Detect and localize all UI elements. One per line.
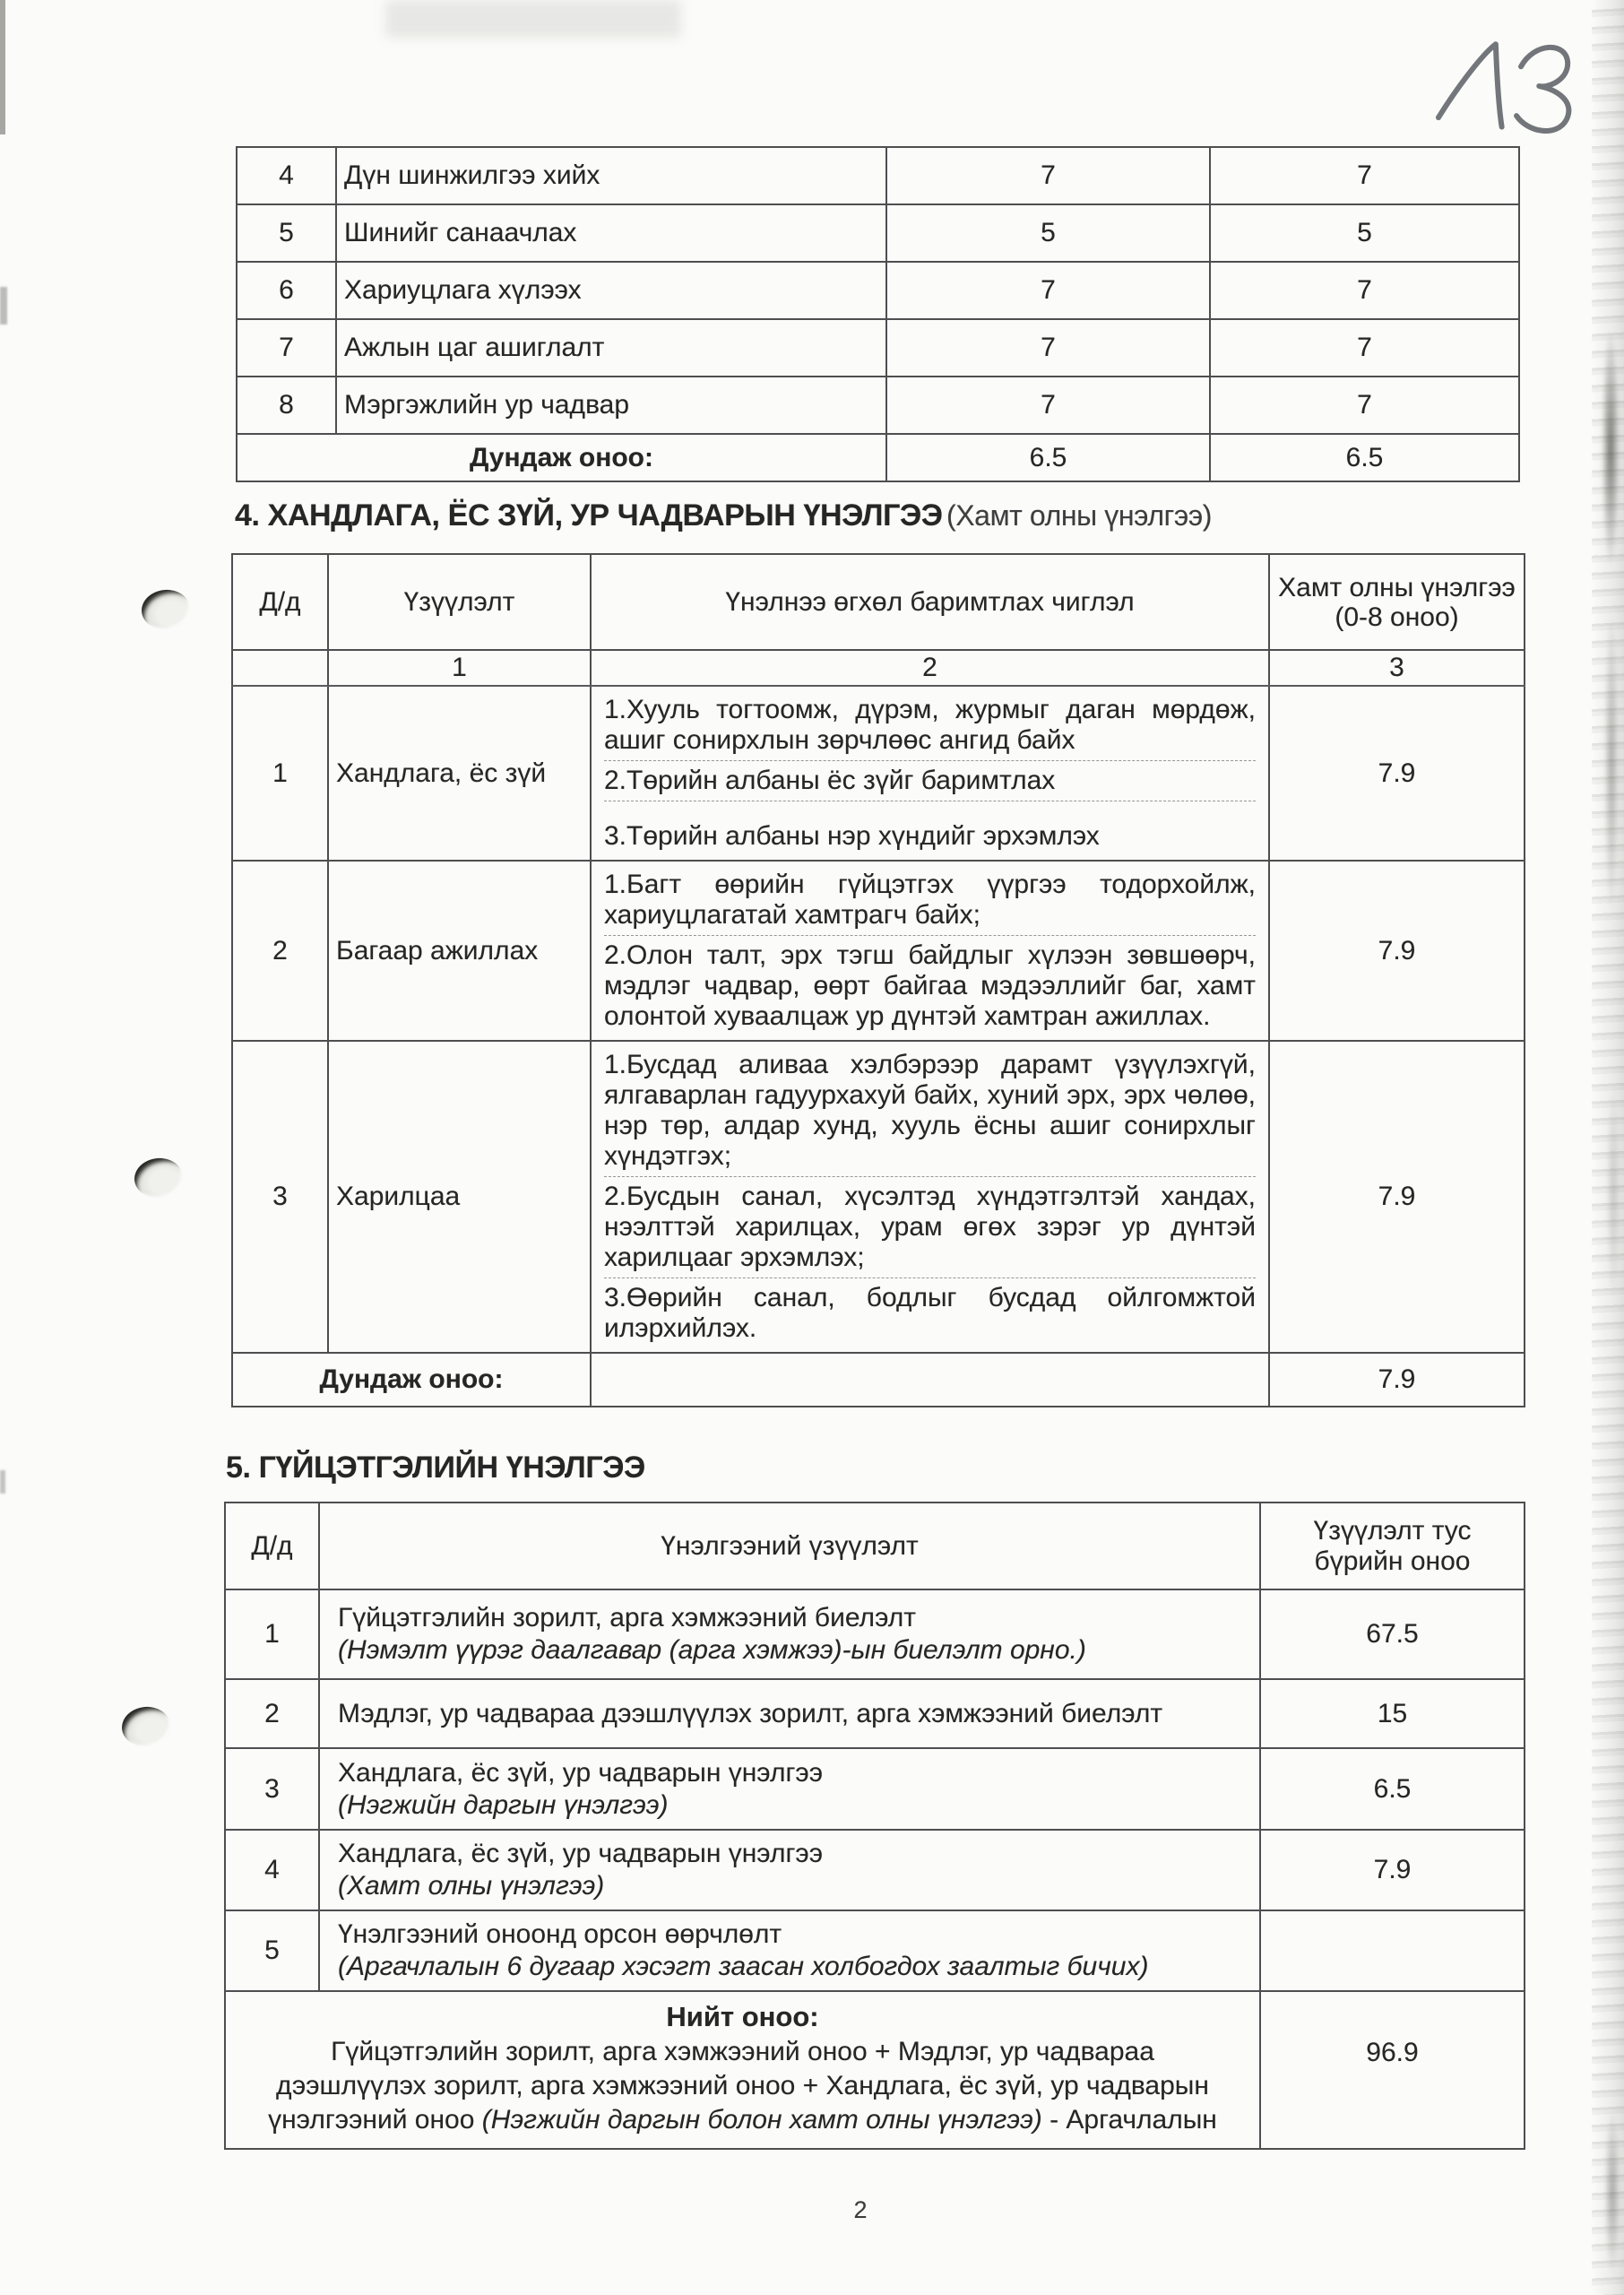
row-number: 2 <box>232 861 328 1041</box>
score-cell: 7.9 <box>1269 686 1525 861</box>
table-row <box>232 686 1525 861</box>
indicator-cell <box>319 1830 1260 1910</box>
table-row <box>225 1589 1525 1679</box>
row-number: 7 <box>237 319 336 377</box>
header-row <box>232 554 1525 650</box>
total-score-cell <box>225 1991 1260 2149</box>
table-row <box>237 319 1519 377</box>
row-number: 8 <box>237 377 336 434</box>
section-4-subtitle: (Хамт олны үнэлгээ) <box>946 499 1213 532</box>
section-5-heading <box>226 1451 645 1485</box>
col-header-direction: Үнэлнээ өгхөл баримтлах чиглэл <box>591 554 1269 650</box>
direction-item: 1.Бусдад аливаа хэлбэрээр дарамт үзүүлэхгүй, ялгаварлан гадуурхахуй байх, хуний эрх, эрх чөлөө, нэр төр, алдар хунд, хууль ёсны ашиг сонирхлыг хүндэтгэх; <box>604 1050 1256 1171</box>
total-score-row <box>225 1991 1525 2149</box>
numbering-cell: 1 <box>328 650 591 686</box>
formula-tail: - Аргачлалын <box>1041 2105 1217 2135</box>
section-4-heading <box>235 498 1212 533</box>
criterion-label: Хариуцлага хүлээх <box>336 262 886 319</box>
row-number: 3 <box>225 1748 319 1830</box>
score-cell: 7 <box>1210 147 1519 204</box>
average-score-value: 6.5 <box>886 434 1210 481</box>
scan-blotch <box>1602 574 1620 950</box>
hole-punch-mark <box>140 587 192 631</box>
average-score-value: 6.5 <box>1210 434 1519 481</box>
row-number: 1 <box>232 686 328 861</box>
score-cell: 7 <box>886 262 1210 319</box>
indicator-text: Мэдлэг, ур чадвараа дээшлүүлэх зорилт, арга хэмжээний биелэлт <box>338 1698 1163 1728</box>
total-score-value: 96.9 <box>1260 1991 1525 2149</box>
table-row <box>225 1679 1525 1748</box>
col-header-dd: Д/д <box>225 1503 319 1589</box>
indicator-cell <box>319 1589 1260 1679</box>
manager-evaluation-table <box>236 146 1520 482</box>
criterion-label: Шинийг санаачлах <box>336 204 886 262</box>
average-score-row <box>232 1353 1525 1407</box>
indicator-cell: Багаар ажиллах <box>328 861 591 1041</box>
row-number: 5 <box>237 204 336 262</box>
scan-blotch <box>1599 296 1622 601</box>
col-header-indicator: Үнэлгээний үзүүлэлт <box>319 1503 1260 1589</box>
formula-italic: (Нэгжийн даргын болон хамт олны үнэлгээ) <box>481 2105 1042 2135</box>
indicator-text: Гүйцэтгэлийн зорилт, арга хэмжээний биелэлт <box>338 1603 916 1632</box>
total-score-formula <box>233 2033 1252 2146</box>
scan-speck <box>0 1470 5 1494</box>
direction-item: 1.Багт өөрийн гүйцэтгэх үүргээ тодорхойлж, хариуцлагатай хамтрагч байх; <box>604 870 1256 930</box>
direction-item: 2.Олон талт, эрх тэгш байдлыг хүлээн зөвшөөрч, мэдлэг чадвар, өөрт байгаа мэдээллийг баг, хамт олонтой хуваалцаж ур дүнтэй хамтран ажиллах. <box>604 935 1256 1036</box>
indicator-note: (Аргачлалын 6 дугаар хэсэгт заасан холбогдох заалтыг бичих) <box>338 1952 1149 1981</box>
direction-items-cell <box>591 1041 1269 1353</box>
scan-blotch <box>1605 1058 1621 1327</box>
direction-item: 3.Төрийн албаны нэр хүндийг эрхэмлэх <box>604 801 1256 856</box>
row-number: 2 <box>225 1679 319 1748</box>
peer-evaluation-table <box>231 553 1525 1407</box>
score-cell: 7 <box>1210 319 1519 377</box>
numbering-cell: 2 <box>591 650 1269 686</box>
page-number: 2 <box>853 2196 868 2223</box>
table-row <box>237 204 1519 262</box>
performance-evaluation-table <box>224 1502 1525 2150</box>
table-row <box>225 1748 1525 1830</box>
direction-items-cell <box>591 686 1269 861</box>
indicator-note: (Нэмэлт үүрэг даалгавар (арга хэмжээ)-ын биелэлт орно.) <box>338 1635 1086 1665</box>
score-cell: 5 <box>886 204 1210 262</box>
table-row <box>225 1830 1525 1910</box>
scan-edge-left <box>0 0 5 134</box>
indicator-cell: Харилцаа <box>328 1041 591 1353</box>
hole-punch-mark <box>120 1704 172 1748</box>
criterion-label: Дүн шинжилгээ хийх <box>336 147 886 204</box>
average-score-label: Дундаж оноо: <box>232 1353 591 1407</box>
score-cell: 7.9 <box>1260 1830 1525 1910</box>
direction-items-cell <box>591 861 1269 1041</box>
row-number: 1 <box>225 1589 319 1679</box>
score-cell: 7 <box>886 377 1210 434</box>
header-row <box>225 1503 1525 1589</box>
direction-item: 2.Төрийн албаны ёс зүйг баримтлах <box>604 760 1256 801</box>
col-header-score: Хамт олны үнэлгээ (0-8 оноо) <box>1269 554 1525 650</box>
scan-speck <box>0 287 7 325</box>
table-row <box>225 1910 1525 1991</box>
criterion-label: Мэргэжлийн ур чадвар <box>336 377 886 434</box>
col-header-score: Үзүүлэлт тус бүрийн оноо <box>1260 1503 1525 1589</box>
score-cell: 67.5 <box>1260 1589 1525 1679</box>
table-row <box>237 262 1519 319</box>
col-header-indicator: Үзүүлэлт <box>328 554 591 650</box>
indicator-note: (Нэгжийн даргын үнэлгээ) <box>338 1789 669 1820</box>
score-cell: 6.5 <box>1260 1748 1525 1830</box>
empty-cell <box>591 1353 1269 1407</box>
table-row <box>237 147 1519 204</box>
row-number: 4 <box>237 147 336 204</box>
row-number: 4 <box>225 1830 319 1910</box>
indicator-note: (Хамт олны үнэлгээ) <box>338 1871 605 1901</box>
average-score-label: Дундаж оноо: <box>237 434 886 481</box>
section-5-title: 5. ГҮЙЦЭТГЭЛИЙН ҮНЭЛГЭЭ <box>226 1451 645 1485</box>
score-cell <box>1260 1910 1525 1991</box>
indicator-cell <box>319 1679 1260 1748</box>
average-score-value: 7.9 <box>1269 1353 1525 1407</box>
indicator-cell: Хандлага, ёс зүй <box>328 686 591 861</box>
indicator-text: Үнэлгээний оноонд орсон өөрчлөлт <box>338 1919 782 1949</box>
table-row <box>237 377 1519 434</box>
scan-smudge <box>385 0 681 38</box>
direction-item: 2.Бусдын санал, хүсэлтэд хүндэтгэлтэй хандах, нээлттэй харилцах, урам өгөх зэрэг ур дүнтэй харилцааг эрхэмлэх; <box>604 1176 1256 1277</box>
column-numbering-row <box>232 650 1525 686</box>
score-cell: 5 <box>1210 204 1519 262</box>
indicator-cell <box>319 1910 1260 1991</box>
table-row <box>232 1041 1525 1353</box>
row-number: 3 <box>232 1041 328 1353</box>
score-cell: 7.9 <box>1269 861 1525 1041</box>
row-number: 5 <box>225 1910 319 1991</box>
score-cell: 7 <box>1210 262 1519 319</box>
direction-item: 3.Өөрийн санал, бодлыг бусдад ойлгомжтой илэрхийлэх. <box>604 1277 1256 1348</box>
total-score-label: Нийт оноо: <box>666 2001 819 2032</box>
section-4-title: 4. ХАНДЛАГА, ЁС ЗҮЙ, УР ЧАДВАРЫН ҮНЭЛГЭЭ <box>235 498 943 533</box>
average-score-row <box>237 434 1519 481</box>
numbering-empty <box>232 650 328 686</box>
score-cell: 15 <box>1260 1679 1525 1748</box>
indicator-text: Хандлага, ёс зүй, ур чадварын үнэлгээ <box>338 1757 824 1788</box>
table-row <box>232 861 1525 1041</box>
handwritten-page-mark <box>1414 34 1611 151</box>
col-header-dd: Д/д <box>232 554 328 650</box>
score-cell: 7 <box>886 319 1210 377</box>
row-number: 6 <box>237 262 336 319</box>
indicator-text: Хандлага, ёс зүй, ур чадварын үнэлгээ <box>338 1839 824 1868</box>
criterion-label: Ажлын цаг ашиглалт <box>336 319 886 377</box>
formula-regular: Гүйцэтгэлийн зорилт, арга хэмжээний оноо + Мэдлэг, ур чадвараа дээшлүүлэх зорилт, арга хэмжээний оноо + Хандлага, ёс зүй, ур чадварын үнэлгээний оноо <box>268 2037 1209 2135</box>
indicator-cell <box>319 1748 1260 1830</box>
numbering-cell: 3 <box>1269 650 1525 686</box>
hole-punch-mark <box>133 1156 185 1199</box>
score-cell: 7 <box>886 147 1210 204</box>
score-cell: 7.9 <box>1269 1041 1525 1353</box>
scan-blotch <box>1602 2089 1622 2295</box>
score-cell: 7 <box>1210 377 1519 434</box>
direction-item: 1.Хууль тогтоомж, дүрэм, журмыг даган мөрдөж, ашиг сонирхлын зөрчлөөс ангид байх <box>604 695 1256 755</box>
